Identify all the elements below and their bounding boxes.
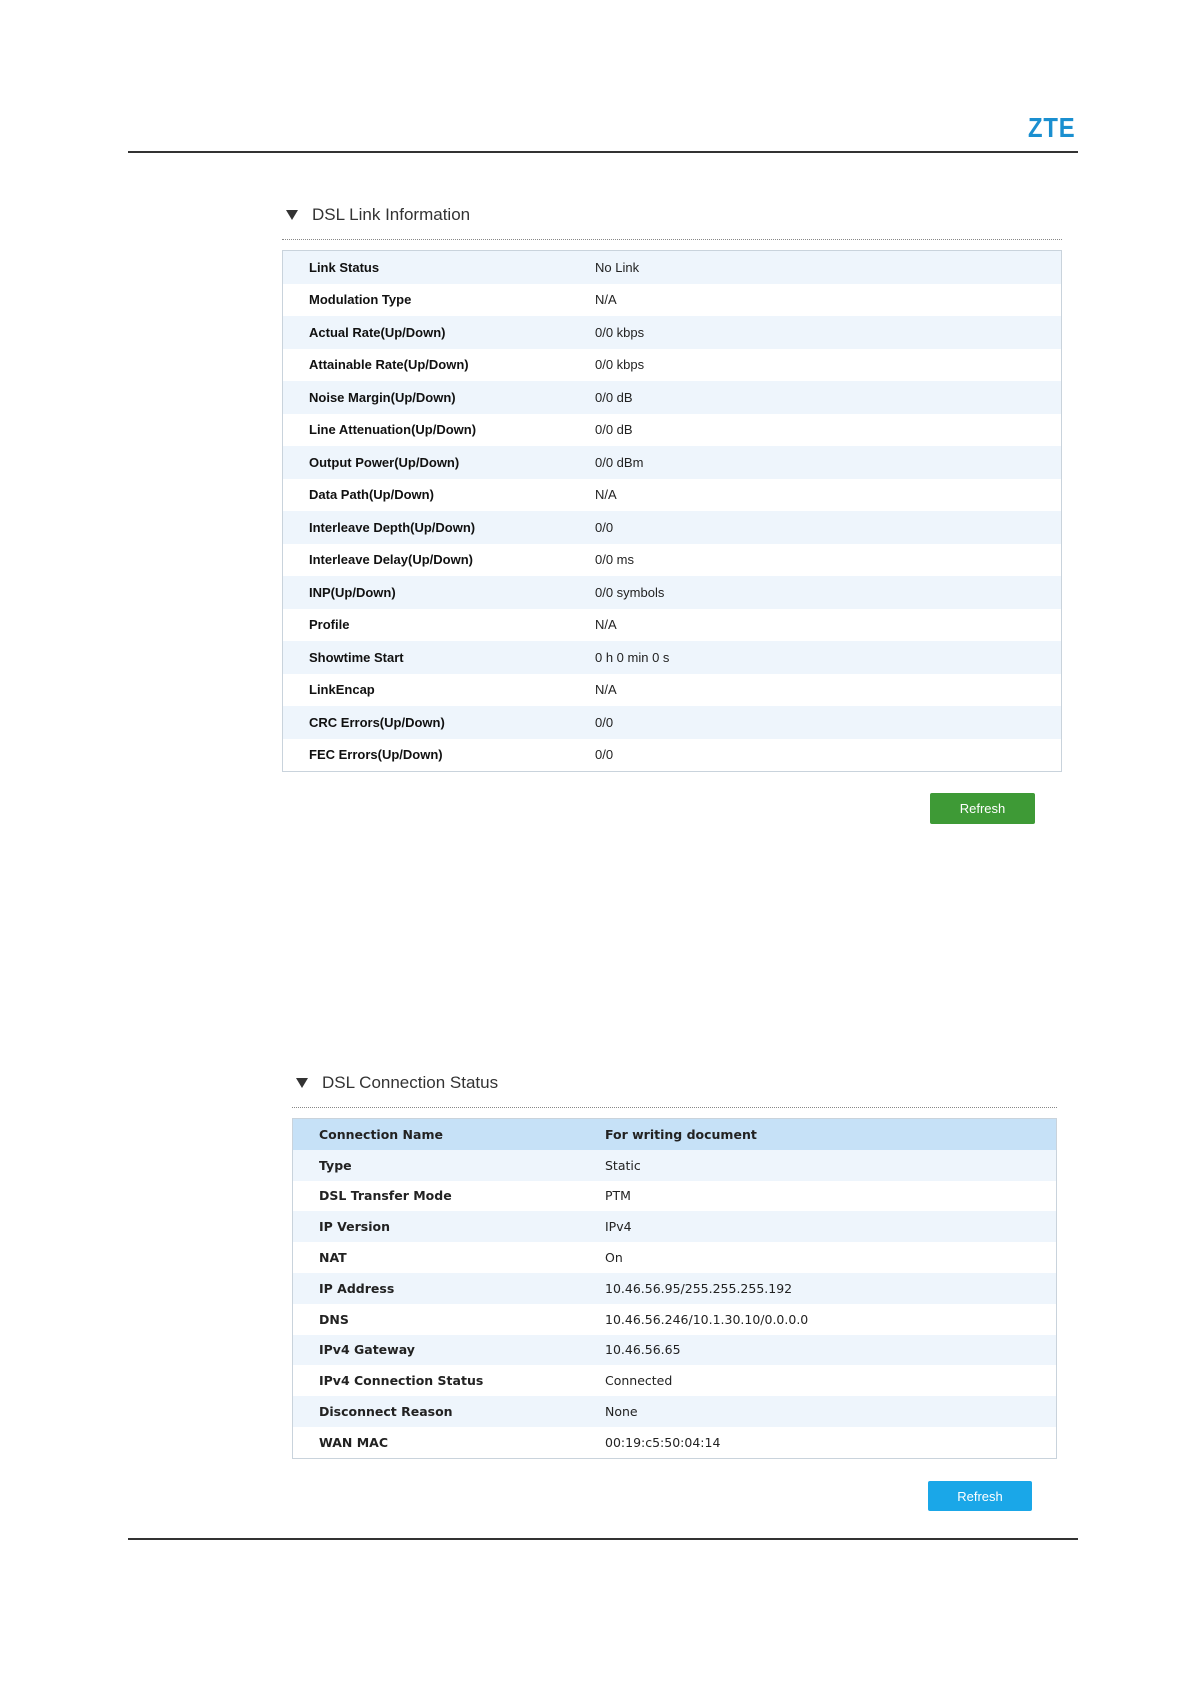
row-label <box>293 1427 580 1458</box>
table-row <box>293 1181 1057 1212</box>
table-row <box>283 446 1062 479</box>
section-header[interactable] <box>292 1068 1057 1098</box>
row-label-text: IPv4 Gateway <box>319 1342 415 1358</box>
section-title: DSL Link Information <box>312 205 471 224</box>
table-row <box>283 576 1062 609</box>
row-label-text: Line Attenuation(Up/Down) <box>309 422 477 438</box>
table-row <box>283 349 1062 382</box>
row-label-text: IP Address <box>319 1280 395 1296</box>
row-label-text: DNS <box>319 1311 349 1327</box>
table-row <box>283 381 1062 414</box>
row-value: 10.46.56.95/255.255.255.192 <box>579 1273 1057 1304</box>
row-label-text: Type <box>319 1157 352 1173</box>
table-row <box>283 674 1062 707</box>
footer-rule <box>128 1538 1078 1540</box>
row-value: On <box>579 1242 1057 1273</box>
row-label-text: Interleave Delay(Up/Down) <box>309 552 473 568</box>
row-value: PTM <box>579 1181 1057 1212</box>
row-value: 0/0 kbps <box>569 349 1062 382</box>
row-label <box>283 349 570 382</box>
row-value: None <box>579 1396 1057 1427</box>
row-value: 0/0 kbps <box>569 316 1062 349</box>
row-value: N/A <box>569 609 1062 642</box>
collapse-triangle-icon[interactable] <box>296 1078 308 1088</box>
row-label-text: IPv4 Connection Status <box>319 1373 484 1389</box>
row-value: 0/0 dB <box>569 381 1062 414</box>
row-value: 0/0 ms <box>569 544 1062 577</box>
table-row <box>293 1211 1057 1242</box>
row-value: 10.46.56.65 <box>579 1335 1057 1366</box>
table-row <box>293 1304 1057 1335</box>
row-label <box>283 511 570 544</box>
row-label-text: IP Version <box>319 1219 391 1235</box>
link-info-table <box>282 250 1062 772</box>
row-label <box>293 1335 580 1366</box>
row-value: 0/0 <box>569 706 1062 739</box>
table-row <box>283 739 1062 772</box>
refresh-connection-button[interactable]: Refresh <box>928 1481 1032 1511</box>
row-label-text: WAN MAC <box>319 1434 389 1450</box>
row-value: Connected <box>579 1365 1057 1396</box>
table-row <box>283 544 1062 577</box>
row-label <box>283 674 570 707</box>
table-row <box>293 1242 1057 1273</box>
row-label <box>283 251 570 284</box>
row-label <box>293 1181 580 1212</box>
row-value: IPv4 <box>579 1211 1057 1242</box>
row-value: 10.46.56.246/10.1.30.10/0.0.0.0 <box>579 1304 1057 1335</box>
row-label <box>283 706 570 739</box>
row-label <box>283 641 570 674</box>
row-label-text: NAT <box>319 1250 347 1266</box>
table-row <box>283 641 1062 674</box>
row-label <box>283 576 570 609</box>
table-row <box>283 706 1062 739</box>
row-label <box>283 414 570 447</box>
row-label <box>283 381 570 414</box>
dsl-connection-status-panel <box>292 1068 1057 1459</box>
row-value: 0/0 <box>569 511 1062 544</box>
row-value: Static <box>579 1150 1057 1181</box>
row-label-text: Attainable Rate(Up/Down) <box>309 357 469 373</box>
row-label: Connection Name <box>293 1119 580 1150</box>
row-label <box>293 1396 580 1427</box>
table-row <box>283 609 1062 642</box>
row-label-text: Interleave Depth(Up/Down) <box>309 519 476 535</box>
row-value: 0/0 dB <box>569 414 1062 447</box>
row-label <box>293 1150 580 1181</box>
collapse-triangle-icon[interactable] <box>286 210 298 220</box>
section-header[interactable] <box>282 200 1062 230</box>
header-rule <box>128 151 1078 153</box>
row-label-text: Link Status <box>309 259 380 275</box>
row-label <box>283 609 570 642</box>
section-title: DSL Connection Status <box>322 1073 499 1092</box>
row-label <box>293 1304 580 1335</box>
row-label-text: Profile <box>309 617 350 633</box>
row-label-text: INP(Up/Down) <box>309 584 396 600</box>
refresh-link-button[interactable]: Refresh <box>930 793 1035 824</box>
row-label-text: Output Power(Up/Down) <box>309 454 460 470</box>
row-value: N/A <box>569 479 1062 512</box>
table-row <box>293 1427 1057 1458</box>
row-label-text: Disconnect Reason <box>319 1404 453 1420</box>
row-label-text: Actual Rate(Up/Down) <box>309 324 446 340</box>
row-label <box>283 739 570 772</box>
row-value: 0/0 <box>569 739 1062 772</box>
table-header-row <box>293 1119 1057 1150</box>
table-row <box>283 251 1062 284</box>
row-label <box>283 446 570 479</box>
dotted-divider <box>292 1107 1057 1108</box>
row-label-text: LinkEncap <box>309 682 375 698</box>
row-value: 0 h 0 min 0 s <box>569 641 1062 674</box>
row-label <box>293 1365 580 1396</box>
row-label-text: Data Path(Up/Down) <box>309 487 434 503</box>
row-value: For writing document <box>579 1119 1057 1150</box>
table-row <box>283 414 1062 447</box>
row-value: 0/0 dBm <box>569 446 1062 479</box>
table-row <box>293 1396 1057 1427</box>
row-value: No Link <box>569 251 1062 284</box>
row-label-text: CRC Errors(Up/Down) <box>309 714 445 730</box>
row-label <box>283 479 570 512</box>
row-label-text: Showtime Start <box>309 649 404 665</box>
table-row <box>283 316 1062 349</box>
row-value: N/A <box>569 284 1062 317</box>
table-row <box>283 479 1062 512</box>
table-row <box>293 1150 1057 1181</box>
row-label <box>293 1273 580 1304</box>
connection-status-table <box>292 1118 1057 1459</box>
dsl-link-information-panel <box>282 200 1062 772</box>
row-label <box>293 1242 580 1273</box>
row-label <box>283 284 570 317</box>
zte-logo: ZTE <box>1028 112 1076 143</box>
row-value: N/A <box>569 674 1062 707</box>
row-value: 0/0 symbols <box>569 576 1062 609</box>
table-row <box>293 1273 1057 1304</box>
table-row <box>293 1365 1057 1396</box>
row-value: 00:19:c5:50:04:14 <box>579 1427 1057 1458</box>
table-row <box>283 284 1062 317</box>
row-label-text: Noise Margin(Up/Down) <box>309 389 456 405</box>
dotted-divider <box>282 239 1062 240</box>
row-label-text: DSL Transfer Mode <box>319 1188 452 1204</box>
row-label <box>283 316 570 349</box>
table-row <box>293 1335 1057 1366</box>
row-label-text: FEC Errors(Up/Down) <box>309 747 443 763</box>
row-label <box>293 1211 580 1242</box>
table-row <box>283 511 1062 544</box>
row-label-text: Modulation Type <box>309 292 412 308</box>
row-label <box>283 544 570 577</box>
